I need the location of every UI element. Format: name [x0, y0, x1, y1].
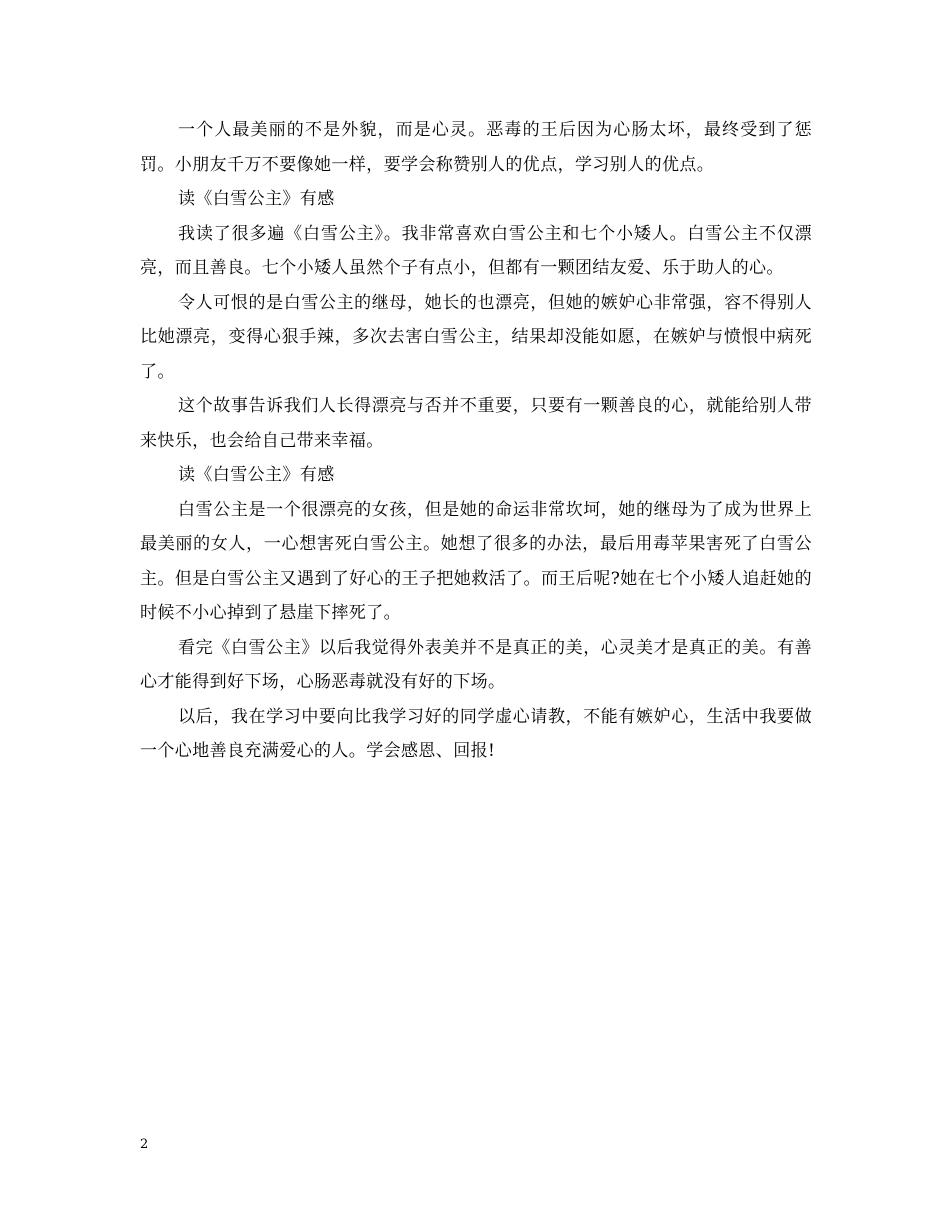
- paragraph-essay1-intro: 我读了很多遍《白雪公主》。我非常喜欢白雪公主和七个小矮人。白雪公主不仅漂亮，而且善良。七个小矮人虽然个子有点小，但都有一颗团结友爱、乐于助人的心。: [140, 223, 812, 278]
- document-body: [140, 113, 812, 769]
- page-number: 2: [140, 1137, 149, 1152]
- paragraph-essay2-resolution: 以后，我在学习中要向比我学习好的同学虚心请教，不能有嫉妒心，生活中我要做一个心地善良充满爱心的人。学会感恩、回报!: [140, 706, 812, 761]
- paragraph-essay1-stepmother: 令人可恨的是白雪公主的继母，她长的也漂亮，但她的嫉妒心非常强，容不得别人比她漂亮，变得心狠手辣，多次去害白雪公主，结果却没能如愿，在嫉妒与愤恨中病死了。: [140, 292, 812, 382]
- essay-title-2: 读《白雪公主》有感: [178, 465, 335, 485]
- essay-title-1: 读《白雪公主》有感: [178, 189, 335, 209]
- paragraph-essay1-lesson: 这个故事告诉我们人长得漂亮与否并不重要，只要有一颗善良的心，就能给别人带来快乐，也会给自己带来幸福。: [140, 396, 812, 451]
- paragraph-moral: 一个人最美丽的不是外貌，而是心灵。恶毒的王后因为心肠太坏，最终受到了惩罚。小朋友千万不要像她一样，要学会称赞别人的优点，学习别人的优点。: [140, 120, 812, 175]
- paragraph-essay2-story: 白雪公主是一个很漂亮的女孩，但是她的命运非常坎坷，她的继母为了成为世界上最美丽的女人，一心想害死白雪公主。她想了很多的办法，最后用毒苹果害死了白雪公主。但是白雪公主又遇到了好心的王子把她救活了。而王后呢?她在七个小矮人追赶她的时候不小心掉到了悬崖下摔死了。: [140, 499, 812, 623]
- paragraph-essay2-reflection: 看完《白雪公主》以后我觉得外表美并不是真正的美，心灵美才是真正的美。有善心才能得到好下场，心肠恶毒就没有好的下场。: [140, 637, 812, 692]
